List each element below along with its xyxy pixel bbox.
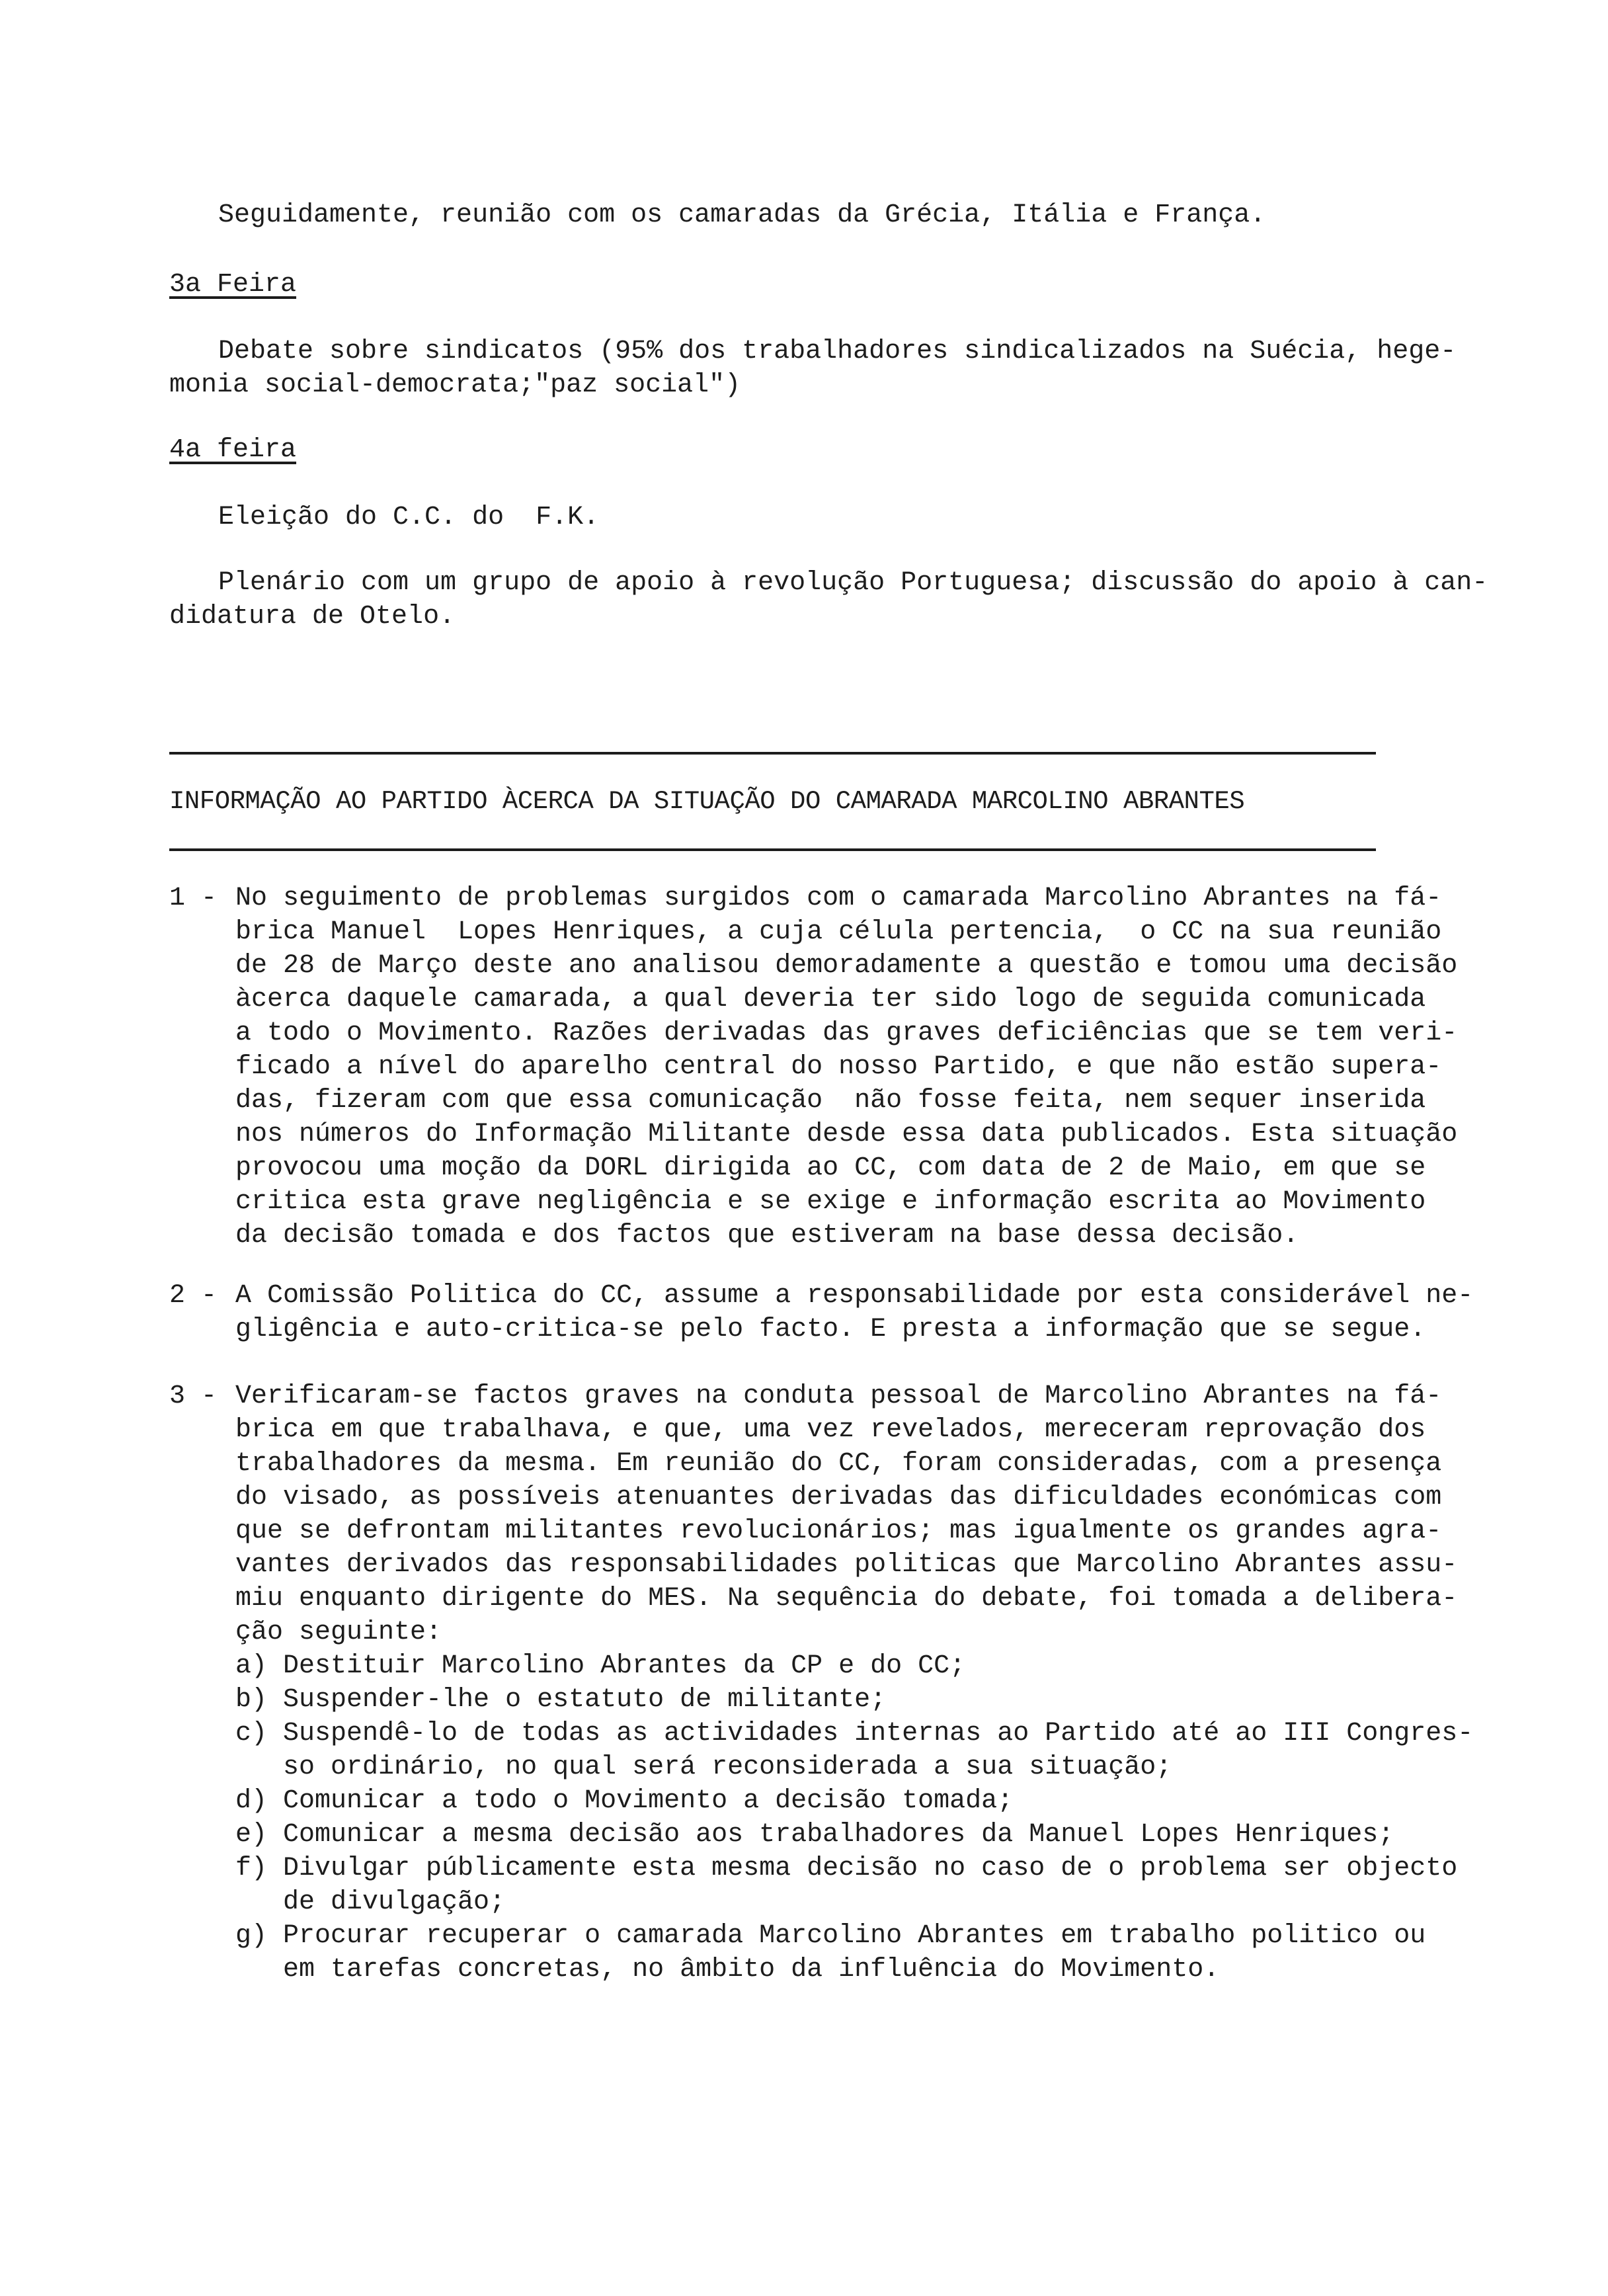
item-1-line-1: No seguimento de problemas surgidos com o camarada Marcolino Abrantes na fá- bbox=[235, 883, 1442, 913]
item-1-line-5: a todo o Movimento. Razões derivadas das graves deficiências que se tem veri- bbox=[235, 1018, 1458, 1048]
item-number: 1 - bbox=[169, 883, 218, 913]
item-body bbox=[235, 1379, 1473, 1987]
item-number: 3 - bbox=[169, 1381, 218, 1411]
day-3-heading: 3a Feira bbox=[169, 270, 297, 300]
subitem-c: c) Suspendê-lo de todas as actividades internas ao Partido até ao III Congres- so ordinário, no qual será reconsiderada a sua situação; bbox=[235, 1719, 1474, 1782]
day-4-para-2 bbox=[169, 566, 1488, 634]
day-4-para-2-line-1: Plenário com um grupo de apoio à revolução Portuguesa; discussão do apoio à can- bbox=[218, 568, 1488, 598]
item-number: 2 - bbox=[169, 1281, 218, 1311]
item-1-line-9: provocou uma moção da DORL dirigida ao CC, com data de 2 de Maio, em que se bbox=[235, 1153, 1426, 1183]
subitem-f: f) Divulgar públicamente esta mesma decisão no caso de o problema ser objecto de divulgação; bbox=[235, 1854, 1458, 1917]
item-1-line-11: da decisão tomada e dos factos que estiveram na base dessa decisão. bbox=[235, 1221, 1299, 1250]
item-3-line-4: do visado, as possíveis atenuantes derivadas das dificuldades económicas com bbox=[235, 1483, 1442, 1512]
subitem-e: e) Comunicar a mesma decisão aos trabalhadores da Manuel Lopes Henriques; bbox=[235, 1820, 1394, 1850]
day-4-heading: 4a feira bbox=[169, 435, 297, 465]
top-divider bbox=[169, 752, 1376, 755]
item-body bbox=[235, 882, 1457, 1252]
day-3-text bbox=[169, 335, 1456, 402]
item-body bbox=[235, 1279, 1473, 1346]
subitem-a: a) Destituir Marcolino Abrantes da CP e do CC; bbox=[235, 1651, 966, 1681]
subitem-g: g) Procurar recuperar o camarada Marcolino Abrantes em trabalho politico ou em tarefas concretas, no âmbito da influência do Movimento. bbox=[235, 1921, 1426, 1985]
day-3-line-1: Debate sobre sindicatos (95% dos trabalhadores sindicalizados na Suécia, hege- bbox=[218, 337, 1457, 366]
item-1-line-8: nos números do Informação Militante desde essa data publicados. Esta situação bbox=[235, 1120, 1458, 1149]
item-1-line-4: àcerca daquele camarada, a qual deveria ter sido logo de seguida comunicada bbox=[235, 985, 1426, 1014]
subitem-b: b) Suspender-lhe o estatuto de militante; bbox=[235, 1685, 887, 1715]
day-3-line-2: monia social-democrata;"paz social") bbox=[169, 370, 741, 400]
item-2-line-1: A Comissão Politica do CC, assume a responsabilidade por esta considerável ne- bbox=[235, 1281, 1474, 1311]
item-1-line-7: das, fizeram com que essa comunicação não fosse feita, nem sequer inserida bbox=[235, 1086, 1426, 1116]
item-3-line-5: que se defrontam militantes revolucionários; mas igualmente os grandes agra- bbox=[235, 1516, 1442, 1546]
day-4-para-1: Eleição do C.C. do F.K. bbox=[218, 503, 600, 532]
section-title: INFORMAÇÃO AO PARTIDO ÀCERCA DA SITUAÇÃO DO CAMARADA MARCOLINO ABRANTES bbox=[169, 787, 1245, 816]
item-3-line-1: Verificaram-se factos graves na conduta pessoal de Marcolino Abrantes na fá- bbox=[235, 1381, 1442, 1411]
bottom-divider bbox=[169, 848, 1376, 851]
item-3-line-8: ção seguinte: bbox=[235, 1618, 442, 1647]
item-1-line-2: brica Manuel Lopes Henriques, a cuja célula pertencia, o CC na sua reunião bbox=[235, 917, 1442, 947]
item-3-line-3: trabalhadores da mesma. Em reunião do CC, foram consideradas, com a presença bbox=[235, 1449, 1442, 1479]
day-4-para-2-line-2: didatura de Otelo. bbox=[169, 602, 456, 632]
item-3-line-7: miu enquanto dirigente do MES. Na sequência do debate, foi tomada a delibera- bbox=[235, 1584, 1458, 1614]
item-3-line-2: brica em que trabalhava, e que, uma vez revelados, mereceram reprovação dos bbox=[235, 1415, 1426, 1445]
item-3-line-6: vantes derivados das responsabilidades politicas que Marcolino Abrantes assu- bbox=[235, 1550, 1458, 1580]
item-1-line-3: de 28 de Março deste ano analisou demoradamente a questão e tomou uma decisão bbox=[235, 951, 1458, 981]
item-2-line-2: gligência e auto-critica-se pelo facto. E presta a informação que se segue. bbox=[235, 1315, 1426, 1344]
item-1-line-6: ficado a nível do aparelho central do nosso Partido, e que não estão supera- bbox=[235, 1052, 1442, 1082]
subitem-d: d) Comunicar a todo o Movimento a decisão tomada; bbox=[235, 1786, 1014, 1816]
item-1-line-10: critica esta grave negligência e se exige e informação escrita ao Movimento bbox=[235, 1187, 1426, 1217]
intro-line: Seguidamente, reunião com os camaradas da Grécia, Itália e França. bbox=[218, 200, 1266, 230]
